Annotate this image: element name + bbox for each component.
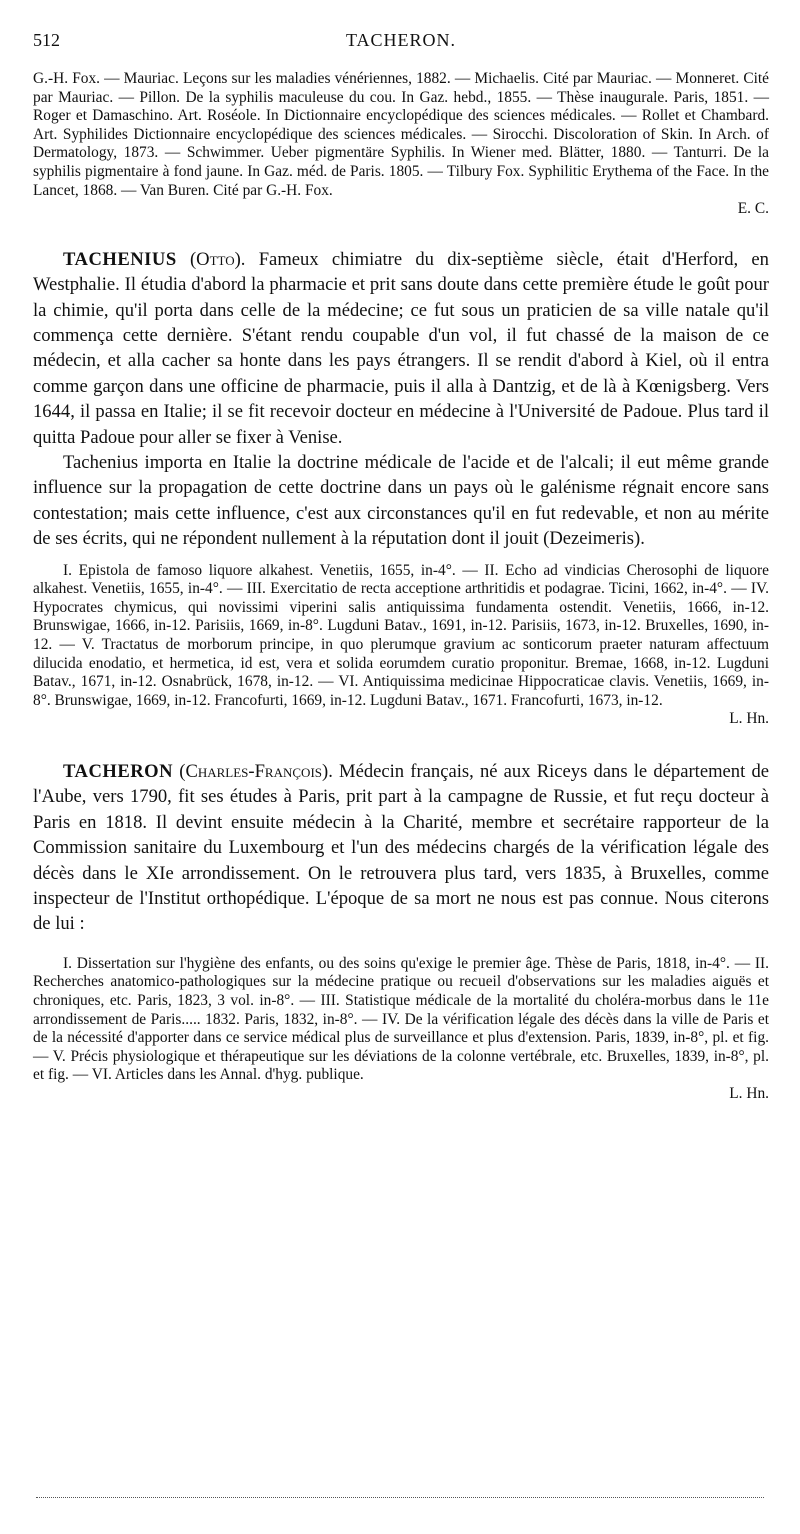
works-text: I. Dissertation sur l'hygiène des enfants, ou des soins qu'exige le premier âge. Thèse de Paris, 1818, in-4°. — II. Recherches anatomico-pathologiques sur la médecine pratique ou recueil d'observations sur les maladies aiguës et chroniques, etc. Paris, 1823, 3 vol. in-8°. — III. Statistique médicale de la mortalité du choléra-morbus dans le 11e arrondissement de Paris..... 1832. Paris, 1832, in-8°. — IV. De la vérification légale des décès dans la ville de Paris et de la nécessité d'apporter dans ce service médical plus de surveillance et plus d'extension. Paris, 1839, in-8°, pl. et fig. — V. Précis physiologique et thérapeutique sur les déviations de la colonne vertébrale, etc. Bruxelles, 1839, in-8°, pl. et fig. — VI. Articles dans les Annal. d'hyg. publique. [33, 954, 769, 1084]
works-list [33, 562, 769, 729]
entry-given-name: (Charles-François). [179, 760, 333, 782]
previous-entry-bibliography [33, 70, 769, 219]
works-list [33, 955, 769, 1104]
entry-paragraph [33, 759, 769, 937]
page-number: 512 [33, 30, 60, 50]
entry-headword: TACHERON [63, 760, 174, 782]
entry-tachenius [33, 247, 769, 729]
entry-paragraph: Tachenius importa en Italie la doctrine médicale de l'acide et de l'alcali; il eut même grande influence sur la propagation de cette doctrine dans un pays où le galénisme régnait encore sans contestation; mais cette influence, c'est aux circonstances qu'il en fut redevable, et non au mérite de ses écrits, qui ne répondent nullement à la réputation dont il jouit (Dezeimeris). [33, 452, 769, 550]
entry-body-text: Médecin français, né aux Riceys dans le département de l'Aube, vers 1790, fit ses études à Paris, prit part à la campagne de Russie, et fut reçu docteur à Paris en 1818. Il devint ensuite médecin à la Charité, membre et secrétaire rapporteur de la Commission sanitaire du Luxembourg et l'un des médecins chargés de la vérification légale des décès dans le XIe arrondissement. On le retrouvera plus tard, vers 1835, à Bruxelles, comme inspecteur de l'Institut orthopédique. L'époque de sa mort ne nous est pas connue. Nous citerons de lui : [33, 760, 769, 935]
page [33, 30, 769, 1104]
entry-tacheron [33, 759, 769, 1104]
page-header [33, 30, 769, 56]
entry-body-text: Fameux chimiatre du dix-septième siècle, était d'Herford, en Westphalie. Il étudia d'abord la pharmacie et prit sans doute dans cette première étude le goût pour la chimie, qu'il porta dans celle de la médecine; ce fut sous un praticien de sa ville natale qu'il commença cette dernière. S'étant rendu coupable d'un vol, il fut chassé de la maison de ce médecin, et alla cacher sa honte dans les pays étrangers. Il se rendit d'abord à Kiel, où il entra comme garçon dans une officine de pharmacie, puis il alla à Dantzig, et de là à Kœnigsberg. Vers 1644, il passa en Italie; il se fit recevoir docteur en médecine à l'Université de Padoue. Plus tard il quitta Padoue pour aller se fixer à Venise. [33, 248, 769, 448]
author-signature: L. Hn. [729, 710, 769, 728]
bottom-rule [36, 1497, 764, 1498]
author-signature: E. C. [737, 200, 769, 218]
entry-paragraph [33, 247, 769, 450]
works-text: I. Epistola de famoso liquore alkahest. Venetiis, 1655, in-4°. — II. Echo ad vindicias Cherosophi de liquore alkahest. Venetiis, 1655, in-4°. — III. Exercitatio de recta acceptione arthritidis et podagrae. Ticini, 1662, in-4°. — IV. Hypocrates chymicus, qui novissimi viperini salis antiquissima fundamenta ostendit. Venetiis, 1666, in-12. Brunswigae, 1666, in-12. Parisiis, 1669, in-8°. Lugduni Batav., 1691, in-12. Parisiis, 1673, in-12. Bruxelles, 1690, in-12. — V. Tractatus de morborum principe, in quo plerumque gravium ac sonticorum praeter naturam affectuum dilucida enodatio, et hermetica, id est, vera et solida eorumdem curatio proponitur. Bremae, 1668, in-12. Lugduni Batav., 1671, in-12. Osnabrück, 1678, in-12. — VI. Antiquissima medicinae Hippocraticae clavis. Venetiis, 1669, in-8°. Brunswigae, 1669, in-12. Francofurti, 1669, in-12. Lugduni Batav., 1671. Francofurti, 1673, in-12. [33, 561, 769, 709]
running-title: TACHERON. [345, 30, 457, 50]
author-signature: L. Hn. [729, 1084, 769, 1102]
bibliography-text: G.-H. Fox. — Mauriac. Leçons sur les maladies vénériennes, 1882. — Michaelis. Cité par Mauriac. — Monneret. Cité par Mauriac. — Pillon. De la syphilis maculeuse du cou. In Gaz. hebd., 1855. — Thèse inaugurale. Paris, 1851. — Roger et Damaschino. Art. Roséole. In Dictionnaire encyclopédique des sciences médicales. — Rollet et Chambard. Art. Syphilides Dictionnaire encyclopédique des sciences médicales. — Sirocchi. Discoloration of Skin. In Arch. of Dermatology, 1873. — Schwimmer. Ueber pigmentäre Syphilis. In Wiener med. Blätter, 1880. — Tanturri. De la syphilis pigmentaire à fond jaune. In Gaz. méd. de Paris. 1805. — Tilbury Fox. Syphilitic Erythema of the Face. In the Lancet, 1868. — Van Buren. Cité par G.-H. Fox. [33, 70, 769, 199]
entry-headword: TACHENIUS [63, 248, 177, 270]
entry-given-name: (Otto). [189, 248, 246, 270]
